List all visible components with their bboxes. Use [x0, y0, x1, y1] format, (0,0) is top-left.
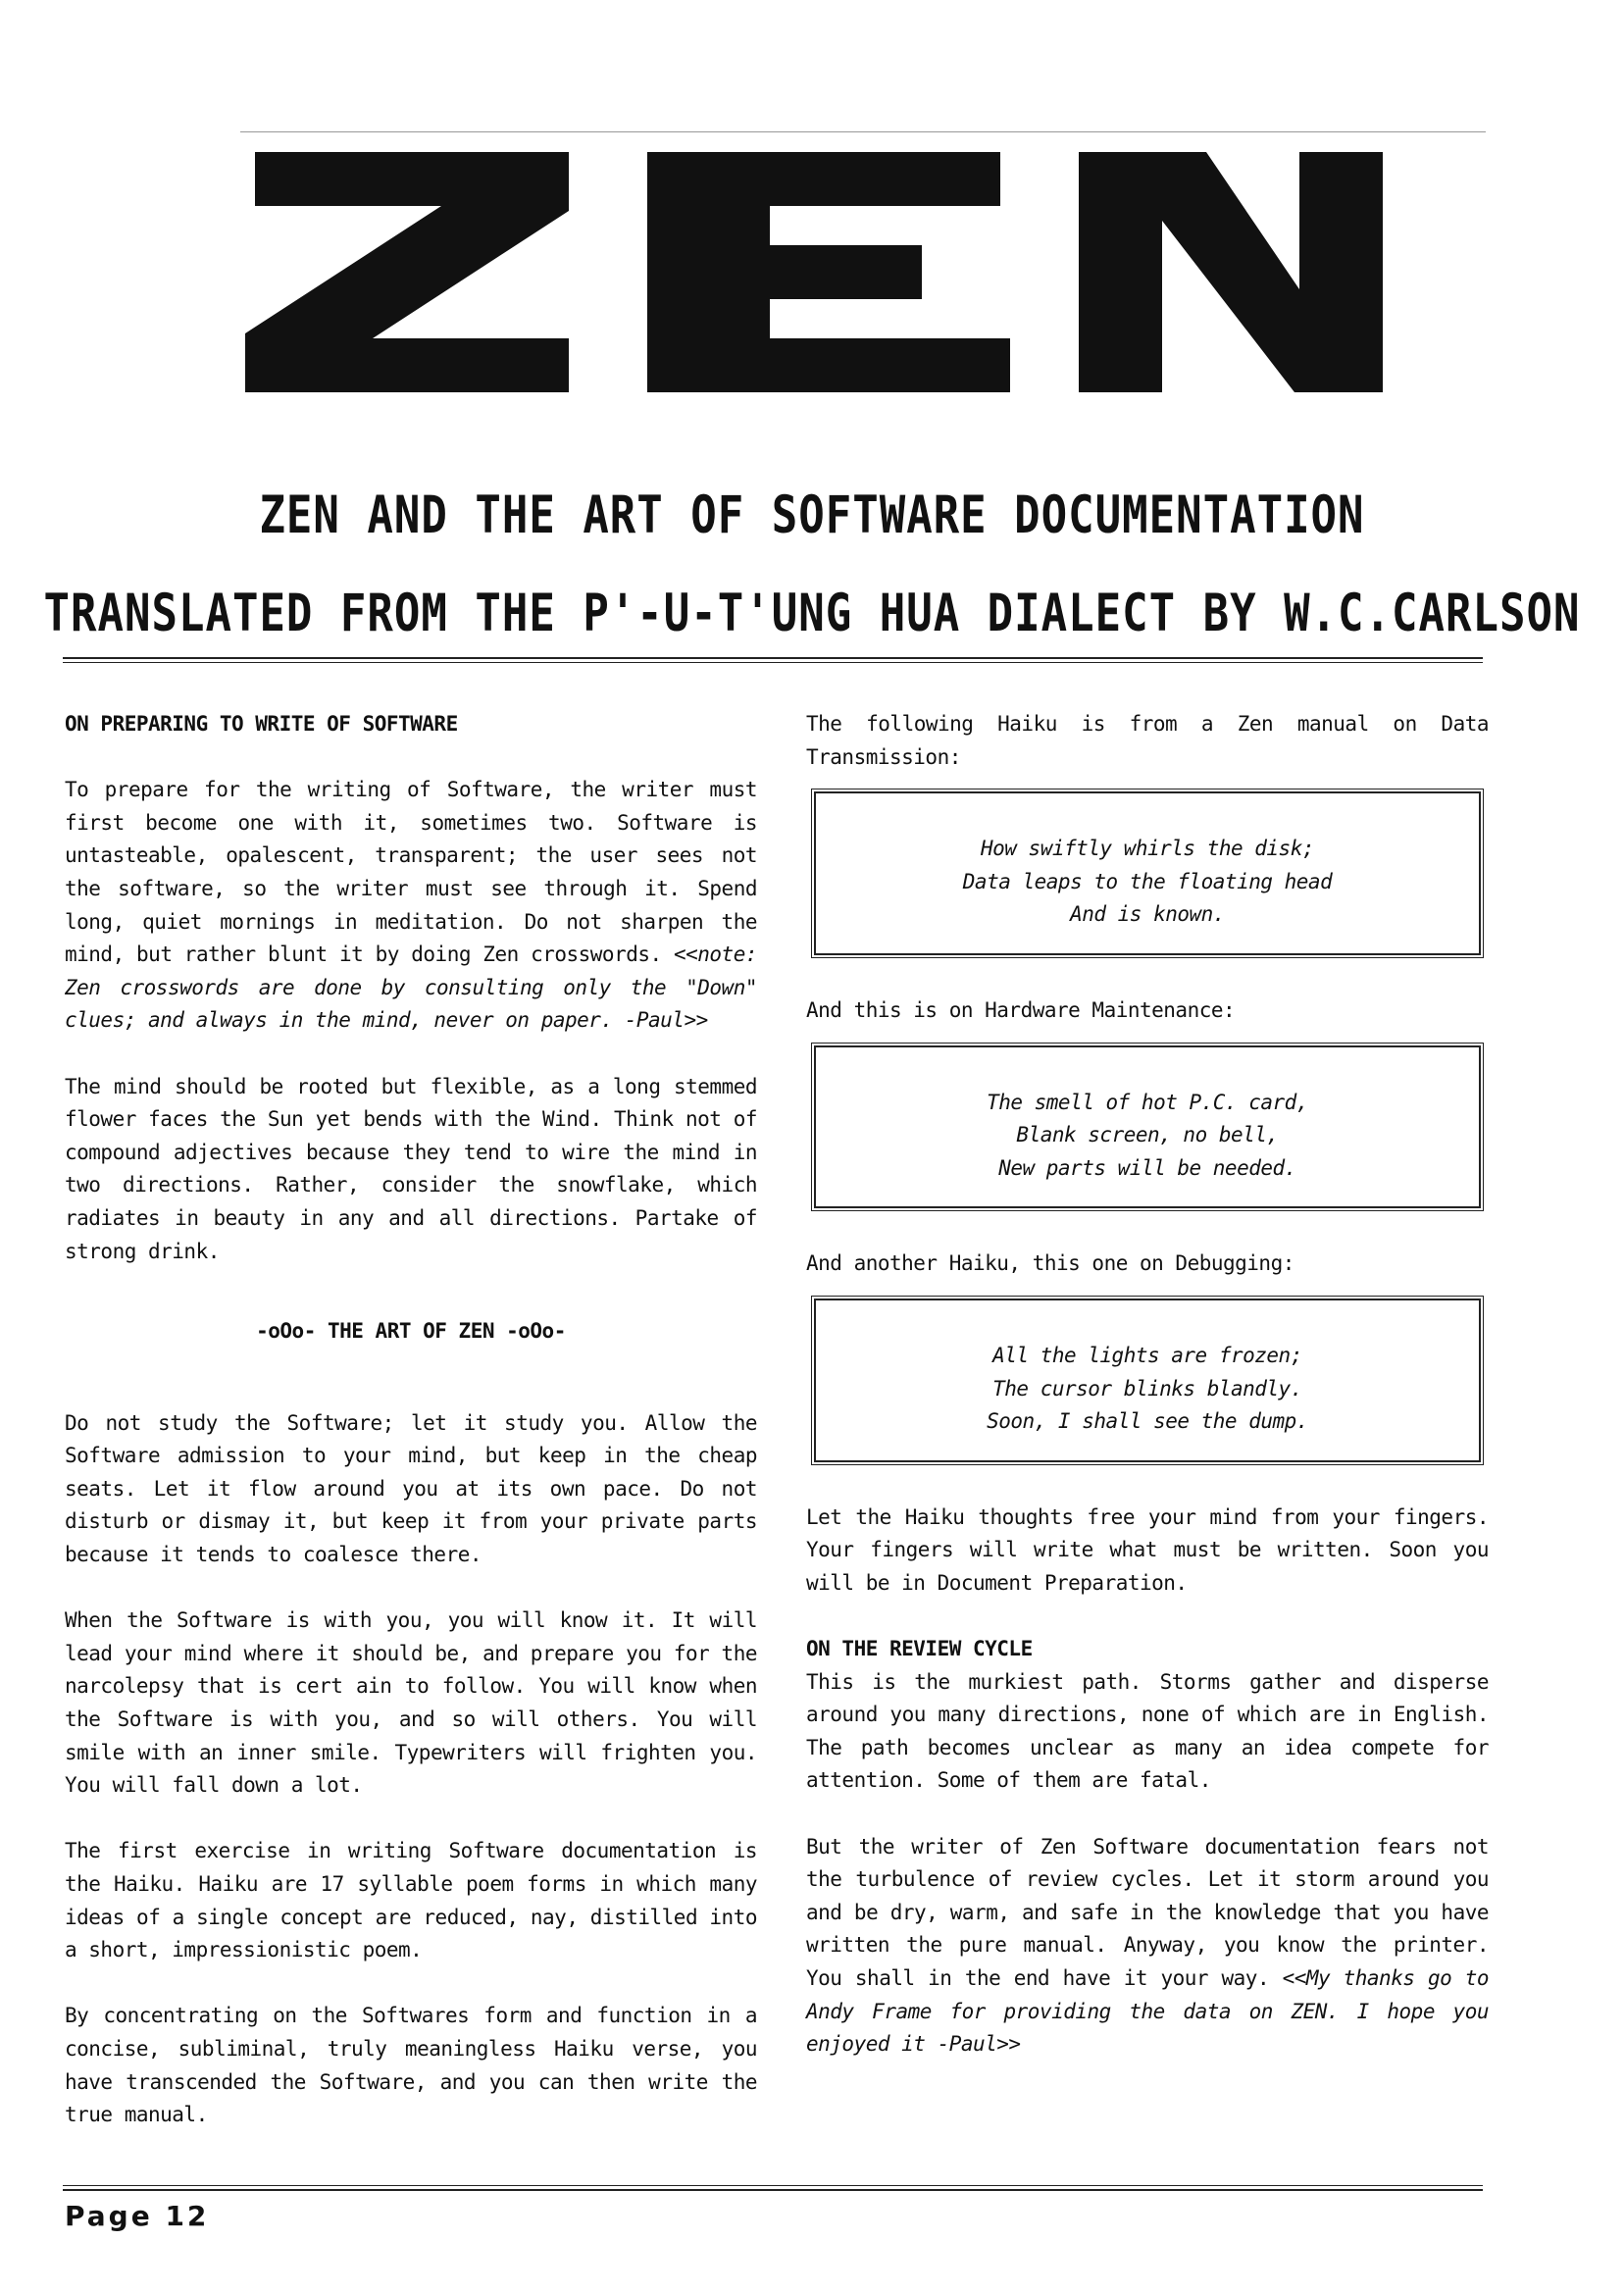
- paragraph: The mind should be rooted but flexible, as a long stemmed flower faces the Sun yet bends with the Wind. Think not of compound adjectives because they tend to wire the mind in two directions. Rather, consider the snowflake, which radiates in beauty in any and all directions. Partake of strong drink.: [65, 1074, 757, 1263]
- paragraph: The first exercise in writing Software documentation is the Haiku. Haiku are 17 syllable poem forms in which many ideas of a single concept are reduced, nay, distilled into a short, impressionistic poem.: [65, 1839, 757, 1962]
- haiku-line: New parts will be needed.: [998, 1155, 1296, 1180]
- paragraph: By concentrating on the Softwares form and function in a concise, subliminal, truly meaningless Haiku verse, you have transcended the Software, and you can then write the true manual.: [65, 2004, 757, 2127]
- page-number: Page 12: [65, 2200, 210, 2232]
- bottom-double-rule: [63, 2185, 1483, 2191]
- paragraph: This is the murkiest path. Storms gather and disperse around you many directions, none of which are in English. The path becomes unclear as many an idea compete for attention. Some of them are fatal.: [806, 1669, 1489, 1793]
- paragraph: [65, 774, 757, 1038]
- paragraph: When the Software is with you, you will know it. It will lead your mind where it should be, and prepare you for the narcolepsy that is cert ain to follow. You will know when the Software is with you, and so will others. You will smile with an inner smile. Typewriters will frighten you. You will fall down a lot.: [65, 1608, 757, 1798]
- left-column: [65, 708, 757, 2165]
- article-subtitle: TRANSLATED FROM THE P'-U-T'UNG HUA DIALECT BY W.C.CARLSON: [43, 583, 1581, 644]
- right-column: [806, 708, 1489, 2094]
- zen-logo: [235, 132, 1393, 407]
- section-heading-art-of-zen: -oOo- THE ART OF ZEN -oOo-: [256, 1319, 566, 1344]
- haiku-intro: And this is on Hardware Maintenance:: [806, 997, 1236, 1022]
- editor-note: <<note: Zen crosswords are done by consulting only the "Down" clues; and always in the mind, never on paper. -Paul>>: [65, 942, 757, 1033]
- paragraph: Do not study the Software; let it study you. Allow the Software admission to your mind, but keep in the cheap seats. Let it flow around you at its own pace. Do not disturb or dismay it, but keep it from your private parts because it tends to coalesce there.: [65, 1410, 757, 1567]
- paragraph: Let the Haiku thoughts free your mind from your fingers. Your fingers will write what must be written. Soon you will be in Document Preparation.: [806, 1504, 1489, 1595]
- haiku-intro: And another Haiku, this one on Debugging:: [806, 1251, 1294, 1276]
- haiku-line: All the lights are frozen;: [992, 1343, 1302, 1367]
- haiku-line: Blank screen, no bell,: [1016, 1123, 1279, 1147]
- haiku-box-debugging: [814, 1299, 1481, 1462]
- haiku-box-data-transmission: [814, 791, 1481, 955]
- top-double-rule: [63, 657, 1483, 663]
- section-heading-review-cycle: ON THE REVIEW CYCLE: [806, 1637, 1033, 1661]
- haiku-box-hardware: [814, 1045, 1481, 1209]
- haiku-line: The smell of hot P.C. card,: [987, 1090, 1308, 1114]
- paragraph-text: To prepare for the writing of Software, the writer must first become one with it, sometimes two. Software is untasteable, opalescent, transparent; the user sees not the software, so the writer must see through it. Spend long, quiet mornings in meditation. Do not sharpen the mind, but rather blunt it by doing Zen crosswords.: [65, 778, 757, 967]
- haiku-line: Soon, I shall see the dump.: [987, 1409, 1308, 1434]
- haiku-line: The cursor blinks blandly.: [992, 1376, 1302, 1401]
- paragraph: [806, 1831, 1489, 2062]
- haiku-intro: The following Haiku is from a Zen manual on Data Transmission:: [806, 712, 1489, 769]
- section-heading-preparing: ON PREPARING TO WRITE OF SOFTWARE: [65, 712, 458, 736]
- haiku-line: And is known.: [1070, 902, 1225, 927]
- article-title: ZEN AND THE ART OF SOFTWARE DOCUMENTATION: [259, 484, 1365, 546]
- haiku-line: Data leaps to the floating head: [962, 869, 1333, 893]
- haiku-line: How swiftly whirls the disk;: [980, 837, 1314, 861]
- paragraph-text: But the writer of Zen Software documentation fears not the turbulence of review cycles. Let it storm around you and be dry, warm, and safe in the knowledge that you have written the pure manual. Anyway, you know the printer. You shall in the end have it your way.: [806, 1834, 1489, 1991]
- editor-note: <<My thanks go to Andy Frame for providing the data on ZEN. I hope you enjoyed it -Paul>>: [806, 1966, 1490, 2057]
